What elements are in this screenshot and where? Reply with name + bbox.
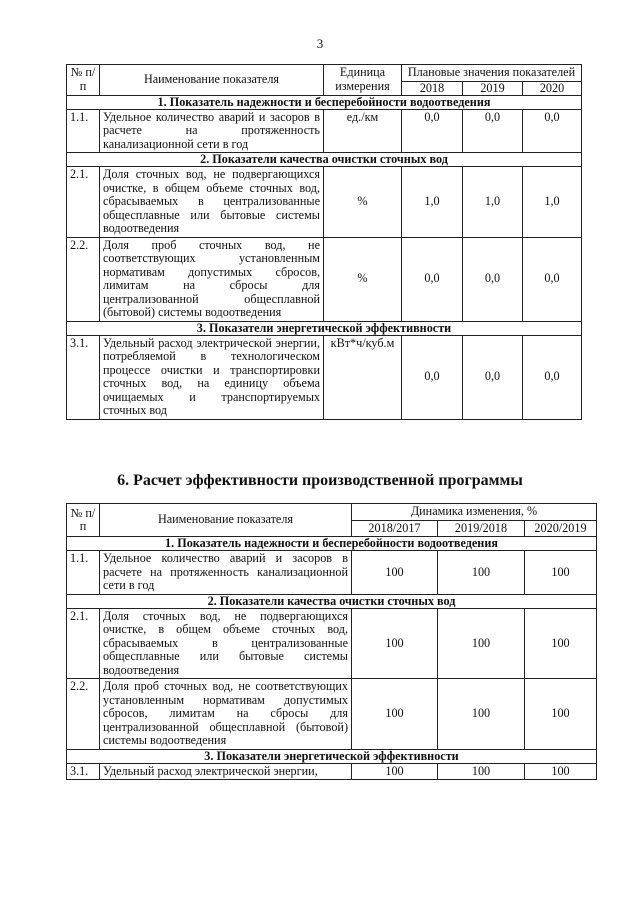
table-row [67, 679, 597, 750]
indicator-name: Доля проб сточных вод, не соответствующих установленным нормативам допустимых сбросов, лимитам на сбросы для централизованной общесплавной (бытовой) системы водоотведения [100, 237, 324, 321]
col-header-period: 2019/2018 [438, 520, 525, 537]
row-number: 3.1. [67, 763, 100, 780]
section-title: 3. Показатели энергетической эффективности [67, 321, 582, 335]
indicator-name: Удельный расход электрической энергии, потребляемой в технологическом процессе очистки и транспортировки сточных вод, на единицу объема очищаемых и транспортируемых сточных вод [100, 335, 324, 419]
section-row [67, 537, 597, 551]
value-cell: 0,0 [523, 109, 582, 153]
section-heading: 6. Расчет эффективности производственной программы [117, 472, 523, 489]
unit-cell: % [324, 167, 402, 238]
value-cell: 0,0 [463, 237, 523, 321]
col-header-period: 2020/2019 [525, 520, 597, 537]
section-title: 2. Показатели качества очистки сточных вод [67, 153, 582, 167]
value-cell: 100 [352, 679, 438, 750]
planned-indicators-table [66, 64, 582, 420]
section-title: 3. Показатели энергетической эффективности [67, 749, 597, 763]
row-number: 3.1. [67, 335, 100, 419]
value-cell: 0,0 [402, 109, 463, 153]
indicator-name: Удельный расход электрической энергии, [100, 763, 352, 780]
table-row [67, 763, 597, 780]
value-cell: 100 [438, 608, 525, 679]
value-cell: 100 [525, 608, 597, 679]
indicator-name: Доля сточных вод, не подвергающихся очистке, в общем объеме сточных вод, сбрасываемых в централизованные общесплавные или бытовые системы водоотведения [100, 167, 324, 238]
efficiency-dynamics-table [66, 503, 597, 780]
table-row [67, 167, 582, 238]
table-row [67, 335, 582, 419]
row-number: 2.2. [67, 237, 100, 321]
section-title: 1. Показатель надежности и бесперебойности водоотведения [67, 537, 597, 551]
value-cell: 0,0 [402, 335, 463, 419]
col-header-unit: Единица измерения [324, 65, 402, 96]
indicator-name: Доля проб сточных вод, не соответствующих установленным нормативам допустимых сбросов, лимитам на сбросы для централизованной общесплавной (бытовой) системы водоотведения [100, 679, 352, 750]
row-number: 2.2. [67, 679, 100, 750]
value-cell: 100 [525, 551, 597, 595]
col-header-dynamics: Динамика изменения, % [352, 504, 597, 521]
row-number: 1.1. [67, 109, 100, 153]
value-cell: 100 [525, 679, 597, 750]
table-header-row [67, 504, 597, 521]
table-row [67, 608, 597, 679]
value-cell: 100 [352, 763, 438, 780]
value-cell: 100 [352, 608, 438, 679]
col-header-year: 2020 [523, 81, 582, 95]
section-row [67, 749, 597, 763]
value-cell: 1,0 [402, 167, 463, 238]
unit-cell: ед./км [324, 109, 402, 153]
row-number: 2.1. [67, 167, 100, 238]
value-cell: 100 [438, 679, 525, 750]
section-row [67, 153, 582, 167]
value-cell: 0,0 [463, 335, 523, 419]
row-number: 2.1. [67, 608, 100, 679]
value-cell: 0,0 [463, 109, 523, 153]
col-header-num: № п/п [67, 65, 100, 96]
page-number: 3 [316, 36, 324, 51]
col-header-plan: Плановые значения показателей [402, 65, 582, 82]
indicator-name: Доля сточных вод, не подвергающихся очистке, в общем объеме сточных вод, сбрасываемых в централизованные общесплавные или бытовые системы водоотведения [100, 608, 352, 679]
value-cell: 1,0 [463, 167, 523, 238]
section-row [67, 321, 582, 335]
col-header-year: 2018 [402, 81, 463, 95]
col-header-name: Наименование показателя [100, 504, 352, 537]
value-cell: 0,0 [402, 237, 463, 321]
col-header-period: 2018/2017 [352, 520, 438, 537]
section-title: 2. Показатели качества очистки сточных вод [67, 594, 597, 608]
col-header-num: № п/п [67, 504, 100, 537]
row-number: 1.1. [67, 551, 100, 595]
table-row [67, 237, 582, 321]
col-header-name: Наименование показателя [100, 65, 324, 96]
value-cell: 100 [438, 763, 525, 780]
table-header-row [67, 65, 582, 82]
section-row [67, 594, 597, 608]
value-cell: 0,0 [523, 237, 582, 321]
indicator-name: Удельное количество аварий и засоров в расчете на протяженность канализационной сети в год [100, 109, 324, 153]
value-cell: 100 [438, 551, 525, 595]
table-row [67, 551, 597, 595]
unit-cell: кВт*ч/куб.м [324, 335, 402, 419]
value-cell: 0,0 [523, 335, 582, 419]
unit-cell: % [324, 237, 402, 321]
col-header-year: 2019 [463, 81, 523, 95]
value-cell: 100 [352, 551, 438, 595]
value-cell: 100 [525, 763, 597, 780]
value-cell: 1,0 [523, 167, 582, 238]
table-row [67, 109, 582, 153]
section-row [67, 95, 582, 109]
section-title: 1. Показатель надежности и бесперебойности водоотведения [67, 95, 582, 109]
indicator-name: Удельное количество аварий и засоров в расчете на протяженность канализационной сети в год [100, 551, 352, 595]
